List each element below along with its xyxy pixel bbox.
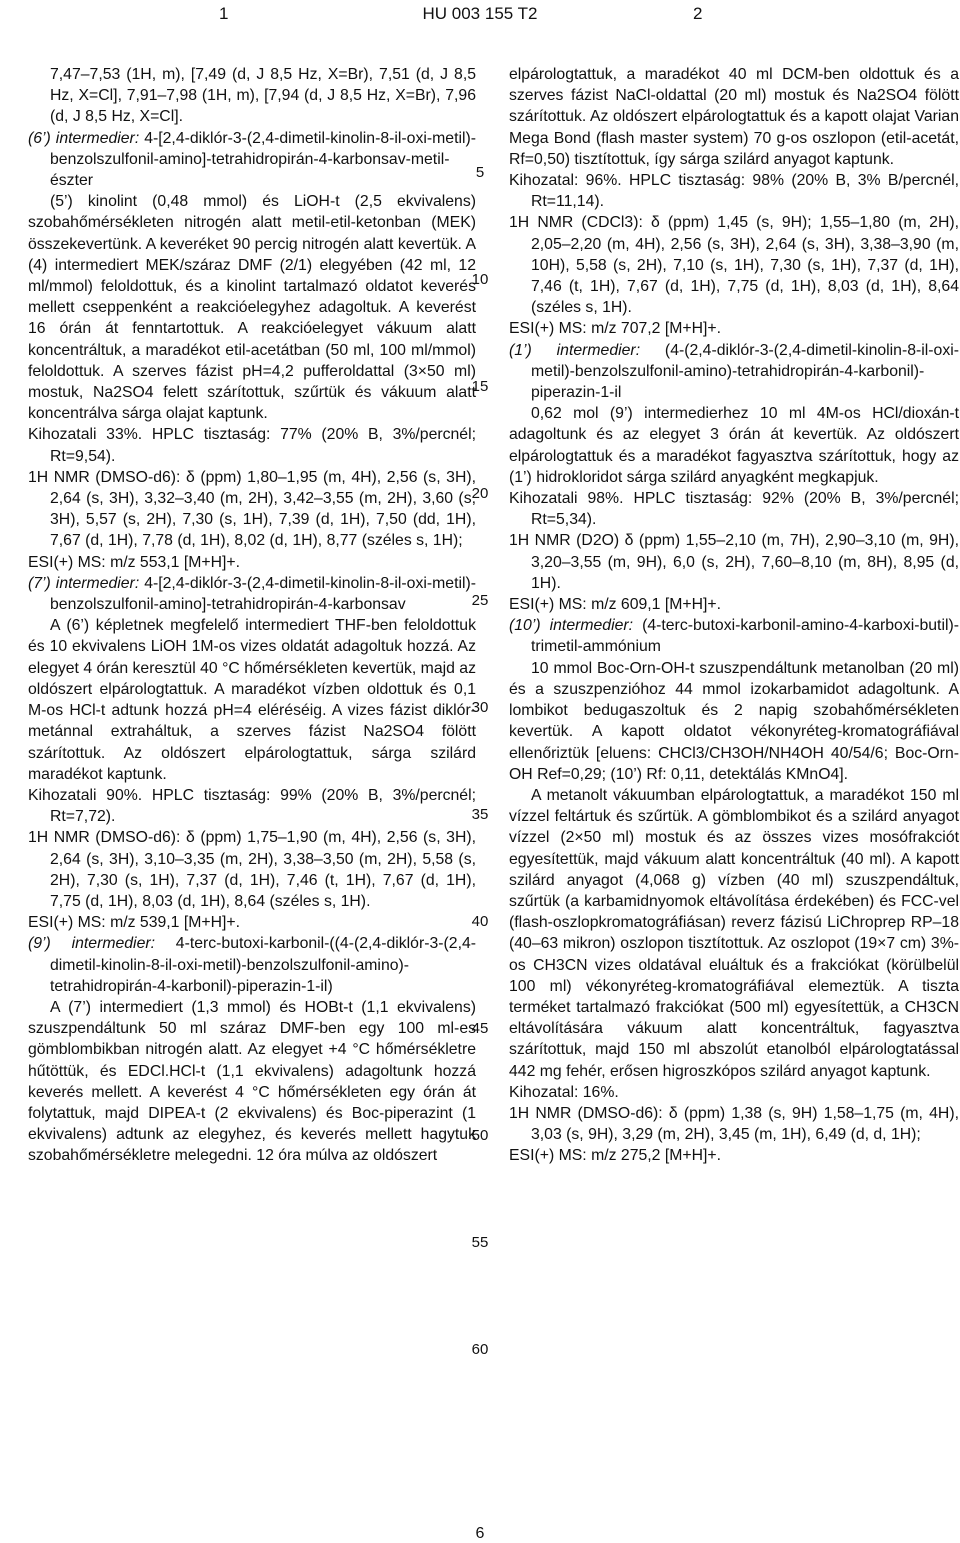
nmr-text: 1H NMR (DMSO-d6): δ (ppm) 1,38 (s, 9H) 1,58–1,75 (m, 4H), 3,03 (s, 9H), 3,29 (m, 2H), 3,45 (m, 1H), 6,49 (d, d, 1H); [509,1104,959,1144]
compound-label: (9’) intermedier: [28,935,155,953]
line-number: 60 [471,1341,489,1358]
procedure-paragraph [509,658,959,785]
yield-line [28,785,476,827]
nmr-text: 1H NMR (DMSO-d6): δ (ppm) 1,80–1,95 (m, 4H), 2,56 (s, 3H), 2,64 (s, 3H), 3,32–3,40 (m, 2H), 3,42–3,55 (m, 2H), 3,60 (s, 3H), 5,57 (s, 2H), 7,30 (s, 1H), 7,39 (d, 1H), 7,50 (dd, 1H), 7,67 (d, 1H), 7,78 (d, 1H), 8,02 (d, 1H), 8,77 (széles s, 1H); [28,468,476,550]
ms-text: ESI(+) MS: m/z 553,1 [M+H]+. [28,553,241,571]
yield-line [28,424,476,466]
line-number: 50 [471,1127,489,1144]
yield-text: Kihozatali 33%. HPLC tisztaság: 77% (20% B, 3%/percnél; Rt=9,54). [28,426,476,465]
procedure-paragraph [28,997,476,1167]
line-number: 55 [471,1234,489,1251]
page-header [0,0,960,30]
line-number: 25 [471,592,489,609]
compound-name: 4-[2,4-diklór-3-(2,4-dimetil-kinolin-8-il-oxi-metil)-benzolszulfonil-amino]-tetrahidropirán-4-karbonsav [50,574,477,614]
ms-text: ESI(+) MS: m/z 707,2 [M+H]+. [509,320,722,338]
compound-name: (4-(2,4-diklór-3-(2,4-dimetil-kinolin-8-il-oxi-metil)-benzolszulfonil-amino)-tetrahidropirán-4-karbonil)-piperazin-1-il [531,341,959,402]
yield-text: Kihozatal: 96%. HPLC tisztaság: 98% (20% B, 3% B/percnél, Rt=11,14). [509,172,959,211]
compound-label: (6’) intermedier: [28,129,140,147]
right-text-column [509,64,959,1167]
paragraph-text: A (6’) képletnek megfelelő intermediert THF-ben feloldottuk és 10 ekvivalens LiOH 1M-os vizes oldatát adagoltuk hozzá. Az elegyet 4 órán keresztül 40 °C hőmérsékleten kevertük, majd az oldószert elpárologtattuk. A maradékot vízben oldottuk és 0,1 M-os HCl-t adtunk hozzá pH=4 eléréséig. A vizes fázist diklór-metánnal extraháltuk, a szerves fázist Na2SO4 fölött szárítottuk. Az oldószert elpárologtattuk, sárga szilárd maradékot kaptunk. [28,617,476,783]
compound-name: 4-terc-butoxi-karbonil-((4-(2,4-diklór-3-(2,4-dimetil-kinolin-8-il-oxi-metil)-benzolszulfonil-amino)-tetrahidropirán-4-karbonil)-piperazin-1-il) [50,935,476,995]
yield-line [509,1082,959,1103]
line-number: 40 [471,913,489,930]
nmr-line [28,827,476,912]
paragraph-text: 10 mmol Boc-Orn-OH-t szuszpendáltunk metanolban (20 ml) és a szuszpenzióhoz 44 mmol izokarbamidot adagoltunk. A lombikot bedugaszoltuk és 2 napig szobahőmérsékleten kevertük. A kapott oldatot vékonyréteg-kromatográfiával ellenőriztük [eluens: CHCl3/CH3OH/NH4OH 40/54/6; Boc-Orn-OH Ref=0,29; (10’) Rf: 0,11, detektálás KMnO4]. [509,659,959,783]
page-footer [0,1525,960,1543]
compound-name: 4-[2,4-diklór-3-(2,4-dimetil-kinolin-8-il-oxi-metil)-benzolszulfonil-amino]-tetrahidropirán-4-karbonsav-metil-észter [50,129,477,190]
compound-label: (10’) intermedier: [509,617,634,635]
procedure-paragraph [28,615,476,785]
procedure-paragraph [509,785,959,1082]
nmr-line [509,212,959,318]
right-page-number: 2 [693,4,703,23]
line-number-gutter [462,64,498,1464]
line-number: 30 [471,699,489,716]
nmr-text: 1H NMR (D2O) δ (ppm) 1,55–2,10 (m, 7H), 2,90–3,10 (m, 9H), 3,20–3,55 (m, 9H), 6,0 (s, 2H), 7,60–8,10 (m, 8H), 8,95 (d, 1H). [509,532,959,592]
ms-text: ESI(+) MS: m/z 609,1 [M+H]+. [509,596,722,614]
procedure-continuation [509,64,959,170]
yield-line [509,170,959,212]
line-number: 35 [471,806,489,823]
ms-line [28,912,476,933]
nmr-text: 1H NMR (DMSO-d6): δ (ppm) 1,75–1,90 (m, 4H), 2,56 (s, 3H), 2,64 (s, 3H), 3,10–3,35 (m, 2H), 3,38–3,50 (m, 2H), 5,58 (s, 2H), 7,30 (s, 1H), 7,37 (d, 1H), 7,46 (t, 1H), 7,67 (d, 1H), 7,75 (d, 1H), 8,03 (d, 1H), 8,64 (széles s, 1H). [28,829,476,910]
ms-text: ESI(+) MS: m/z 275,2 [M+H]+. [509,1147,722,1165]
compound-heading [28,933,476,997]
compound-heading [28,128,476,192]
nmr-line [509,530,959,594]
line-number: 15 [471,378,489,395]
yield-text: Kihozatali 98%. HPLC tisztaság: 92% (20% B, 3%/percnél; Rt=5,34). [509,490,959,529]
paragraph-text: 7,47–7,53 (1H, m), [7,49 (d, J 8,5 Hz, X=Br), 7,51 (d, J 8,5 Hz, X=Cl], 7,91–7,98 (1H, m), [7,94 (d, J 8,5 Hz, X=Br), 7,96 (d, J 8,5 Hz, X=Cl]. [50,66,476,126]
line-number: 5 [475,164,485,181]
paragraph-text: A (7’) intermediert (1,3 mmol) és HOBt-t (1,1 ekvivalens) szuszpendáltunk 50 ml száraz DMF-ben egy 100 ml-es gömblombikban nitrogén alatt. Az elegyet +4 °C hőmérsékletre hűtöttük, és EDCl.HCl-t (1,1 ekvivalens) adagoltunk hozzá keverés mellett. A keverést 4 °C hőmérsékleten egy órán át folytattuk, majd DIPEA-t (2 ekvivalens) és Boc-piperazint (1 ekvivalens) adtunk az elegyhez, és keverés mellett hagytuk szobahőmérsékletre melegedni. 12 óra múlva az oldószert [28,998,476,1165]
footer-page-number: 6 [475,1525,485,1542]
paragraph-text: 0,62 mol (9’) intermedierhez 10 ml 4M-os HCl/dioxán-t adagoltunk és az elegyet 3 órán át kevertük. Az oldószert elpárologtattuk és a maradékot fagyasztva szárítottuk, hogy az (1’) hidrokloridot sárga szilárd anyagként megkapjuk. [509,405,959,486]
line-number: 45 [471,1020,489,1037]
ms-line [509,1145,959,1166]
yield-text: Kihozatali 90%. HPLC tisztaság: 99% (20% B, 3%/percnél; Rt=7,72). [28,786,476,826]
left-text-column [28,64,476,1167]
compound-name: (4-terc-butoxi-karbonil-amino-4-karboxi-butil)-trimetil-ammónium [531,617,959,656]
paragraph-text: elpárologtattuk, a maradékot 40 ml DCM-ben oldottuk és a szerves fázist NaCl-oldattal (20 ml) mostuk és Na2SO4 fölött szárítottuk. Az oldószert elpárologtattuk és a kapott olajat Varian Mega Bond (flash master system) 70 g-os oszlopon (etil-acetát, Rf=0,50) tisztítottuk, így sárga szilárd anyagot kaptunk. [509,66,959,168]
compound-label: (7’) intermedier: [28,574,140,592]
procedure-paragraph [509,403,959,488]
line-number: 20 [471,485,489,502]
yield-text: Kihozatal: 16%. [509,1083,619,1101]
paragraph-text: A metanolt vákuumban elpárologtattuk, a maradékot 150 ml vízzel feltártuk és szűrtük. A gömblombikot és a szilárd anyagot vízzel (2×50 ml) mostuk és az összes vizes mosófrakciót egyesítettük, majd vákuum alatt koncentráltuk (40 ml). A kapott szilárd anyagot (4,068 g) vízben (40 ml) szuszpendáltuk, szűrtük (a karbamidnyomok eltávolítása érdekében) és FCC-vel (flash-oszlopkromatográfiásan) reverz fázisú LiChroprep RP–18 (40–63 mikron) oszlopon tisztítottuk. Az oszlopot (19×7 cm) 3%-os CH3CN vizes oldatával eluáltuk és a frakciókat (körülbelül 100 ml) vékonyréteg-kromatográfiával elemeztük. A tiszta terméket tartalmazó frakciókat (500 ml) egyesítettük, a CH3CN eltávolítására vákuum alatt koncentráltuk, fagyasztva szárítottuk, majd 150 ml abszolút etanolból elpárologtatással 442 mg fehér, erősen higroszkópos szilárd anyagot kaptunk. [509,786,959,1080]
ms-line [509,318,959,339]
ms-line [28,552,476,573]
left-page-number: 1 [219,4,229,23]
line-number: 10 [471,271,489,288]
ms-text: ESI(+) MS: m/z 539,1 [M+H]+. [28,914,241,932]
nmr-continuation [28,64,476,128]
nmr-line [509,1103,959,1145]
compound-heading [509,340,959,404]
nmr-line [28,467,476,552]
compound-label: (1’) intermedier: [509,341,641,359]
paragraph-text: (5’) kinolint (0,48 mmol) és LiOH-t (2,5 ekvivalens) szobahőmérsékleten nitrogén alatt metil-etil-ketonban (MEK) összekevertünk. A keveréket 90 percig nitrogén alatt kevertük. A (4) intermediert MEK/száraz DMF (2/1) elegyében (42 ml, 12 ml/mmol) feloldottuk, és a kinolint tartalmazó oldatot keverés mellett cseppenként a reakcióelegyhez adagoltuk. A keverést 16 órán át fenntartottuk. A reakcióelegyet vákuum alatt koncentráltuk, a maradékot etil-acetátban (50 ml, 100 ml/mmol) feloldottuk. A szerves fázist pH=4,2 pufferoldattal (3×50 ml) mostuk, Na2SO4 felett szárítottuk, szűrtük és vákuum alatt koncentrálva sárga olajat kaptunk. [28,193,476,423]
compound-heading [28,573,476,615]
procedure-paragraph [28,191,476,424]
ms-line [509,594,959,615]
patent-number: HU 003 155 T2 [422,4,538,23]
compound-heading [509,615,959,657]
yield-line [509,488,959,530]
nmr-text: 1H NMR (CDCl3): δ (ppm) 1,45 (s, 9H); 1,55–1,80 (m, 2H), 2,05–2,20 (m, 4H), 2,56 (s, 3H), 2,64 (s, 3H), 3,38–3,90 (m, 10H), 5,58 (s, 2H), 7,10 (s, 1H), 7,30 (s, 1H), 7,37 (d, 1H), 7,46 (t, 1H), 7,67 (d, 1H), 7,75 (d, 1H), 8,03 (d, 1H), 8,64 (széles s, 1H). [509,214,959,317]
